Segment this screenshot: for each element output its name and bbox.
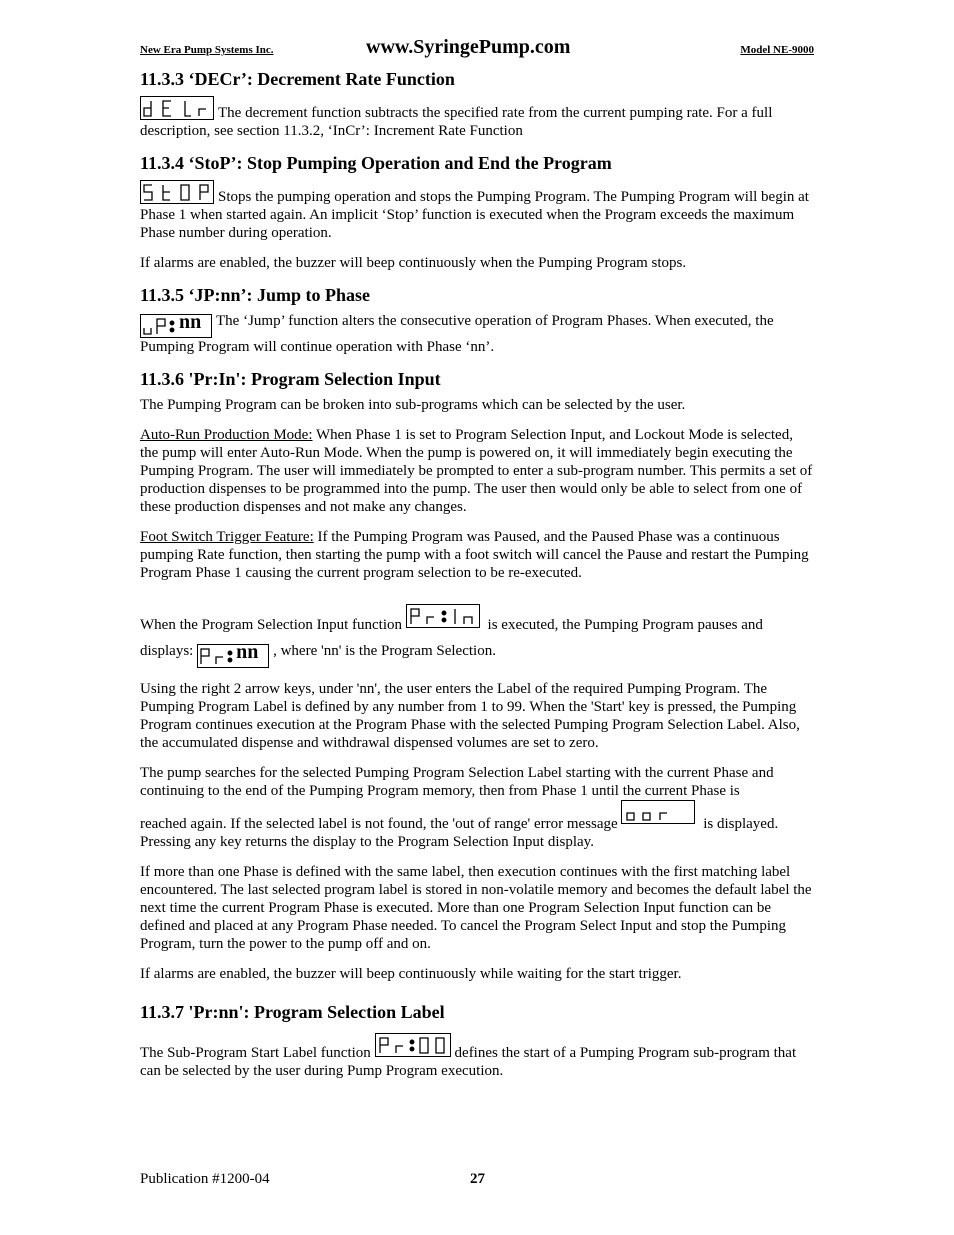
prin-multiple: If more than one Phase is defined with the same label, then execution continues with the first matching label encountered. The last selected program label is stored in non-volatile memory and becomes the default label the next time the current Program Phase is executed. More than one Program Selection Input function can be defined and placed at any Program Phase needed. To cancel the Program Select Input and stop the Pumping Program, turn the power to the pump off and on. xyxy=(140,864,812,952)
website: www.SyringePump.com xyxy=(366,36,571,58)
prin-intro: The Pumping Program can be broken into sub-programs which can be selected by the user. xyxy=(140,397,686,413)
page-footer xyxy=(140,1171,814,1191)
stop-description: Stops the pumping operation and stops the Pumping Program. The Pumping Program will begin at Phase 1 when started again. An implicit ‘Stop’ function is executed when the Program exceeds the maximum Phase number during operation. xyxy=(140,189,809,241)
prin-footswitch xyxy=(140,528,814,582)
footswitch-label: Foot Switch Trigger Feature: xyxy=(140,529,314,545)
jump-description: The ‘Jump’ function alters the consecutive operation of Program Phases. When executed, the Pumping Program will continue operation with Phase ‘nn’. xyxy=(140,313,774,355)
section-text-decr xyxy=(140,96,814,140)
prin-search xyxy=(140,764,814,851)
section-title-jump: 11.3.5 ‘JP:nn’: Jump to Phase xyxy=(140,285,371,305)
page-number: 27 xyxy=(470,1171,485,1187)
autorun-text: When Phase 1 is set to Program Selection Input, and Lockout Mode is selected, the pump will enter Auto-Run Mode. When the pump is powered on, it will immediately begin executing the Pumping Program. The user will immediately be prompted to enter a sub-program number. This permits a set of production dispenses to be programmed into the pump. The user then would only be able to select from one of these production dispenses and not make any changes. xyxy=(140,427,813,515)
model-name: Model NE-9000 xyxy=(740,44,814,56)
search-text-c: is displayed. Pressing any key returns the display to the Program Selection Input display. xyxy=(140,816,779,850)
prin-arrow-keys: Using the right 2 arrow keys, under 'nn', the user enters the Label of the required Pumping Program. The Pumping Program Label is defined by any number from 1 to 99. When the 'Start' key is pressed, the Pumping Program continues execution at the Program Phase with the selected Pumping Program Selection Label. Also, the accumulated dispense and withdrawal dispensed volumes are set to zero. xyxy=(140,681,800,751)
autorun-label: Auto-Run Production Mode: xyxy=(140,427,313,443)
search-text-b: reached again. If the selected label is not found, the 'out of range' error message xyxy=(140,816,622,832)
prnn-text-b: defines the start of a Pumping Program sub-program that can be selected by the user during Pump Program execution. xyxy=(140,1045,797,1079)
section-text-jump xyxy=(140,312,814,356)
section-title-prnn: 11.3.7 'Pr:nn': Program Selection Label xyxy=(140,1002,445,1022)
section-text-prnn xyxy=(140,1033,814,1080)
when-text-a: When the Program Selection Input function xyxy=(140,617,406,633)
when-text-b: is executed, the Pumping Program pauses and xyxy=(487,617,763,633)
section-title-prin: 11.3.6 'Pr:In': Program Selection Input xyxy=(140,369,441,389)
prnn-text-a: The Sub-Program Start Label function xyxy=(140,1045,375,1061)
prin-displays xyxy=(140,642,814,668)
prin-when xyxy=(140,604,814,634)
lcd-prnn-icon xyxy=(197,641,269,668)
section-title-decr: 11.3.3 ‘DECr’: Decrement Rate Function xyxy=(140,69,455,89)
lcd-jump-suffix: nn xyxy=(179,311,202,333)
section-text-stop xyxy=(140,180,814,242)
company-name: New Era Pump Systems Inc. xyxy=(140,44,274,56)
lcd-decr-icon xyxy=(140,96,214,120)
footswitch-text: If the Pumping Program was Paused, and the Paused Phase was a continuous pumping Rate function, then starting the pump with a foot switch will cancel the Pause and restart the Pumping Program Phase 1 causing the current program selection to be re-executed. xyxy=(140,529,809,581)
search-text-a: The pump searches for the selected Pumping Program Selection Label starting with the current Phase and continuing to the end of the Pumping Program memory, then from Phase 1 until the current Phase is xyxy=(140,765,774,799)
lcd-pr00-icon xyxy=(375,1033,451,1057)
section-title-stop: 11.3.4 ‘StoP’: Stop Pumping Operation and End the Program xyxy=(140,153,612,173)
displays-text-a: displays: xyxy=(140,643,198,659)
prin-autorun xyxy=(140,426,814,516)
publication-number: Publication #1200-04 xyxy=(140,1171,270,1187)
document-page xyxy=(140,38,814,1092)
page-header xyxy=(140,38,814,62)
lcd-prin-icon xyxy=(406,604,480,628)
prin-alarm-note: If alarms are enabled, the buzzer will beep continuously while waiting for the start trigger. xyxy=(140,966,682,982)
decr-description: The decrement function subtracts the specified rate from the current pumping rate. For a full description, see section 11.3.2, ‘InCr’: Increment Rate Function xyxy=(140,105,773,139)
displays-text-b: , where 'nn' is the Program Selection. xyxy=(273,643,496,659)
lcd-stop-icon xyxy=(140,180,214,204)
stop-alarm-note: If alarms are enabled, the buzzer will beep continuously when the Pumping Program stops. xyxy=(140,255,687,271)
lcd-prnn-suffix: nn xyxy=(236,641,259,663)
lcd-oor-icon xyxy=(621,800,695,824)
lcd-jump-icon xyxy=(140,311,212,338)
